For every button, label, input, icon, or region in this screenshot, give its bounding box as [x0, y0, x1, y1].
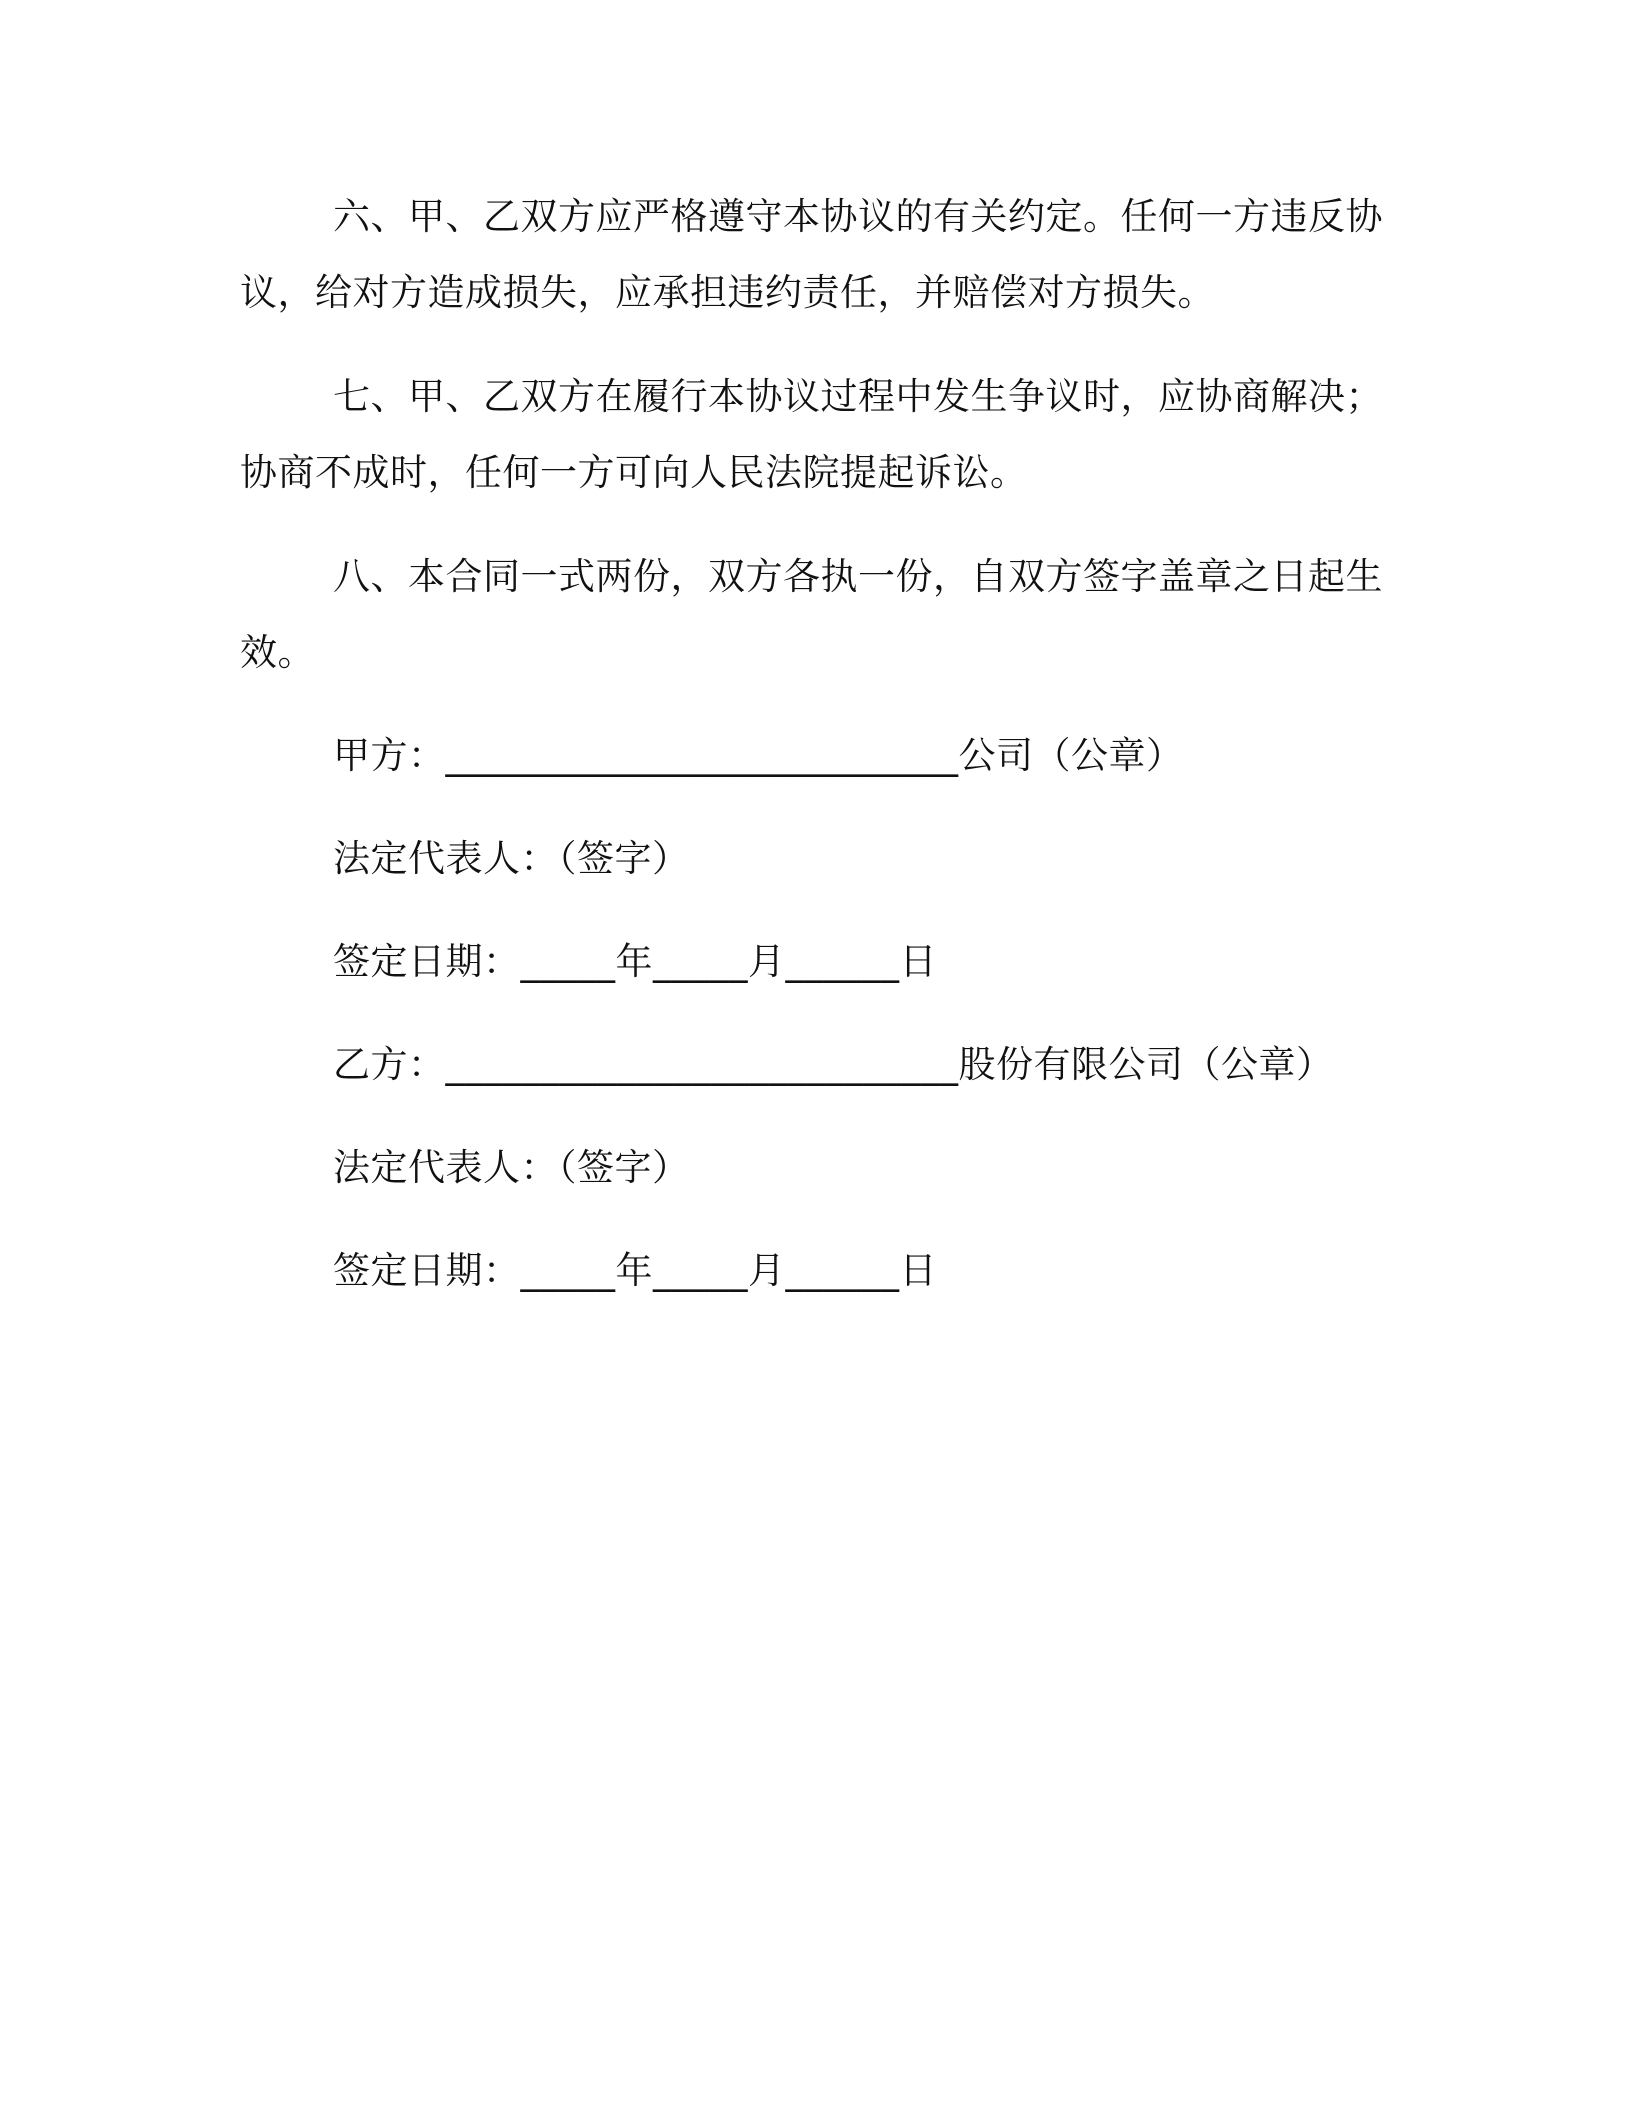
clause-six-line-2: 议，给对方造成损失，应承担违约责任，并赔偿对方损失。	[240, 271, 1215, 314]
clause-eight-line-1: 八、本合同一式两份，双方各执一份，自双方签字盖章之日起生	[333, 555, 1383, 598]
party-a-company-line: 甲方：___________________________公司（公章）	[333, 734, 1184, 777]
clause-seven-line-1: 七、甲、乙双方在履行本协议过程中发生争议时，应协商解决；	[333, 375, 1383, 418]
party-b-date-line: 签定日期：_____年_____月______日	[333, 1249, 937, 1292]
party-a-date-line: 签定日期：_____年_____月______日	[333, 940, 937, 983]
party-b-company-line: 乙方：___________________________股份有限公司（公章）	[333, 1043, 1334, 1086]
clause-eight-line-2: 效。	[240, 631, 315, 674]
party-b-representative-line: 法定代表人：（签字）	[333, 1146, 690, 1189]
party-a-representative-line: 法定代表人：（签字）	[333, 837, 690, 880]
clause-six-line-1: 六、甲、乙双方应严格遵守本协议的有关约定。任何一方违反协	[333, 195, 1383, 238]
clause-seven-line-2: 协商不成时，任何一方可向人民法院提起诉讼。	[240, 451, 1028, 494]
